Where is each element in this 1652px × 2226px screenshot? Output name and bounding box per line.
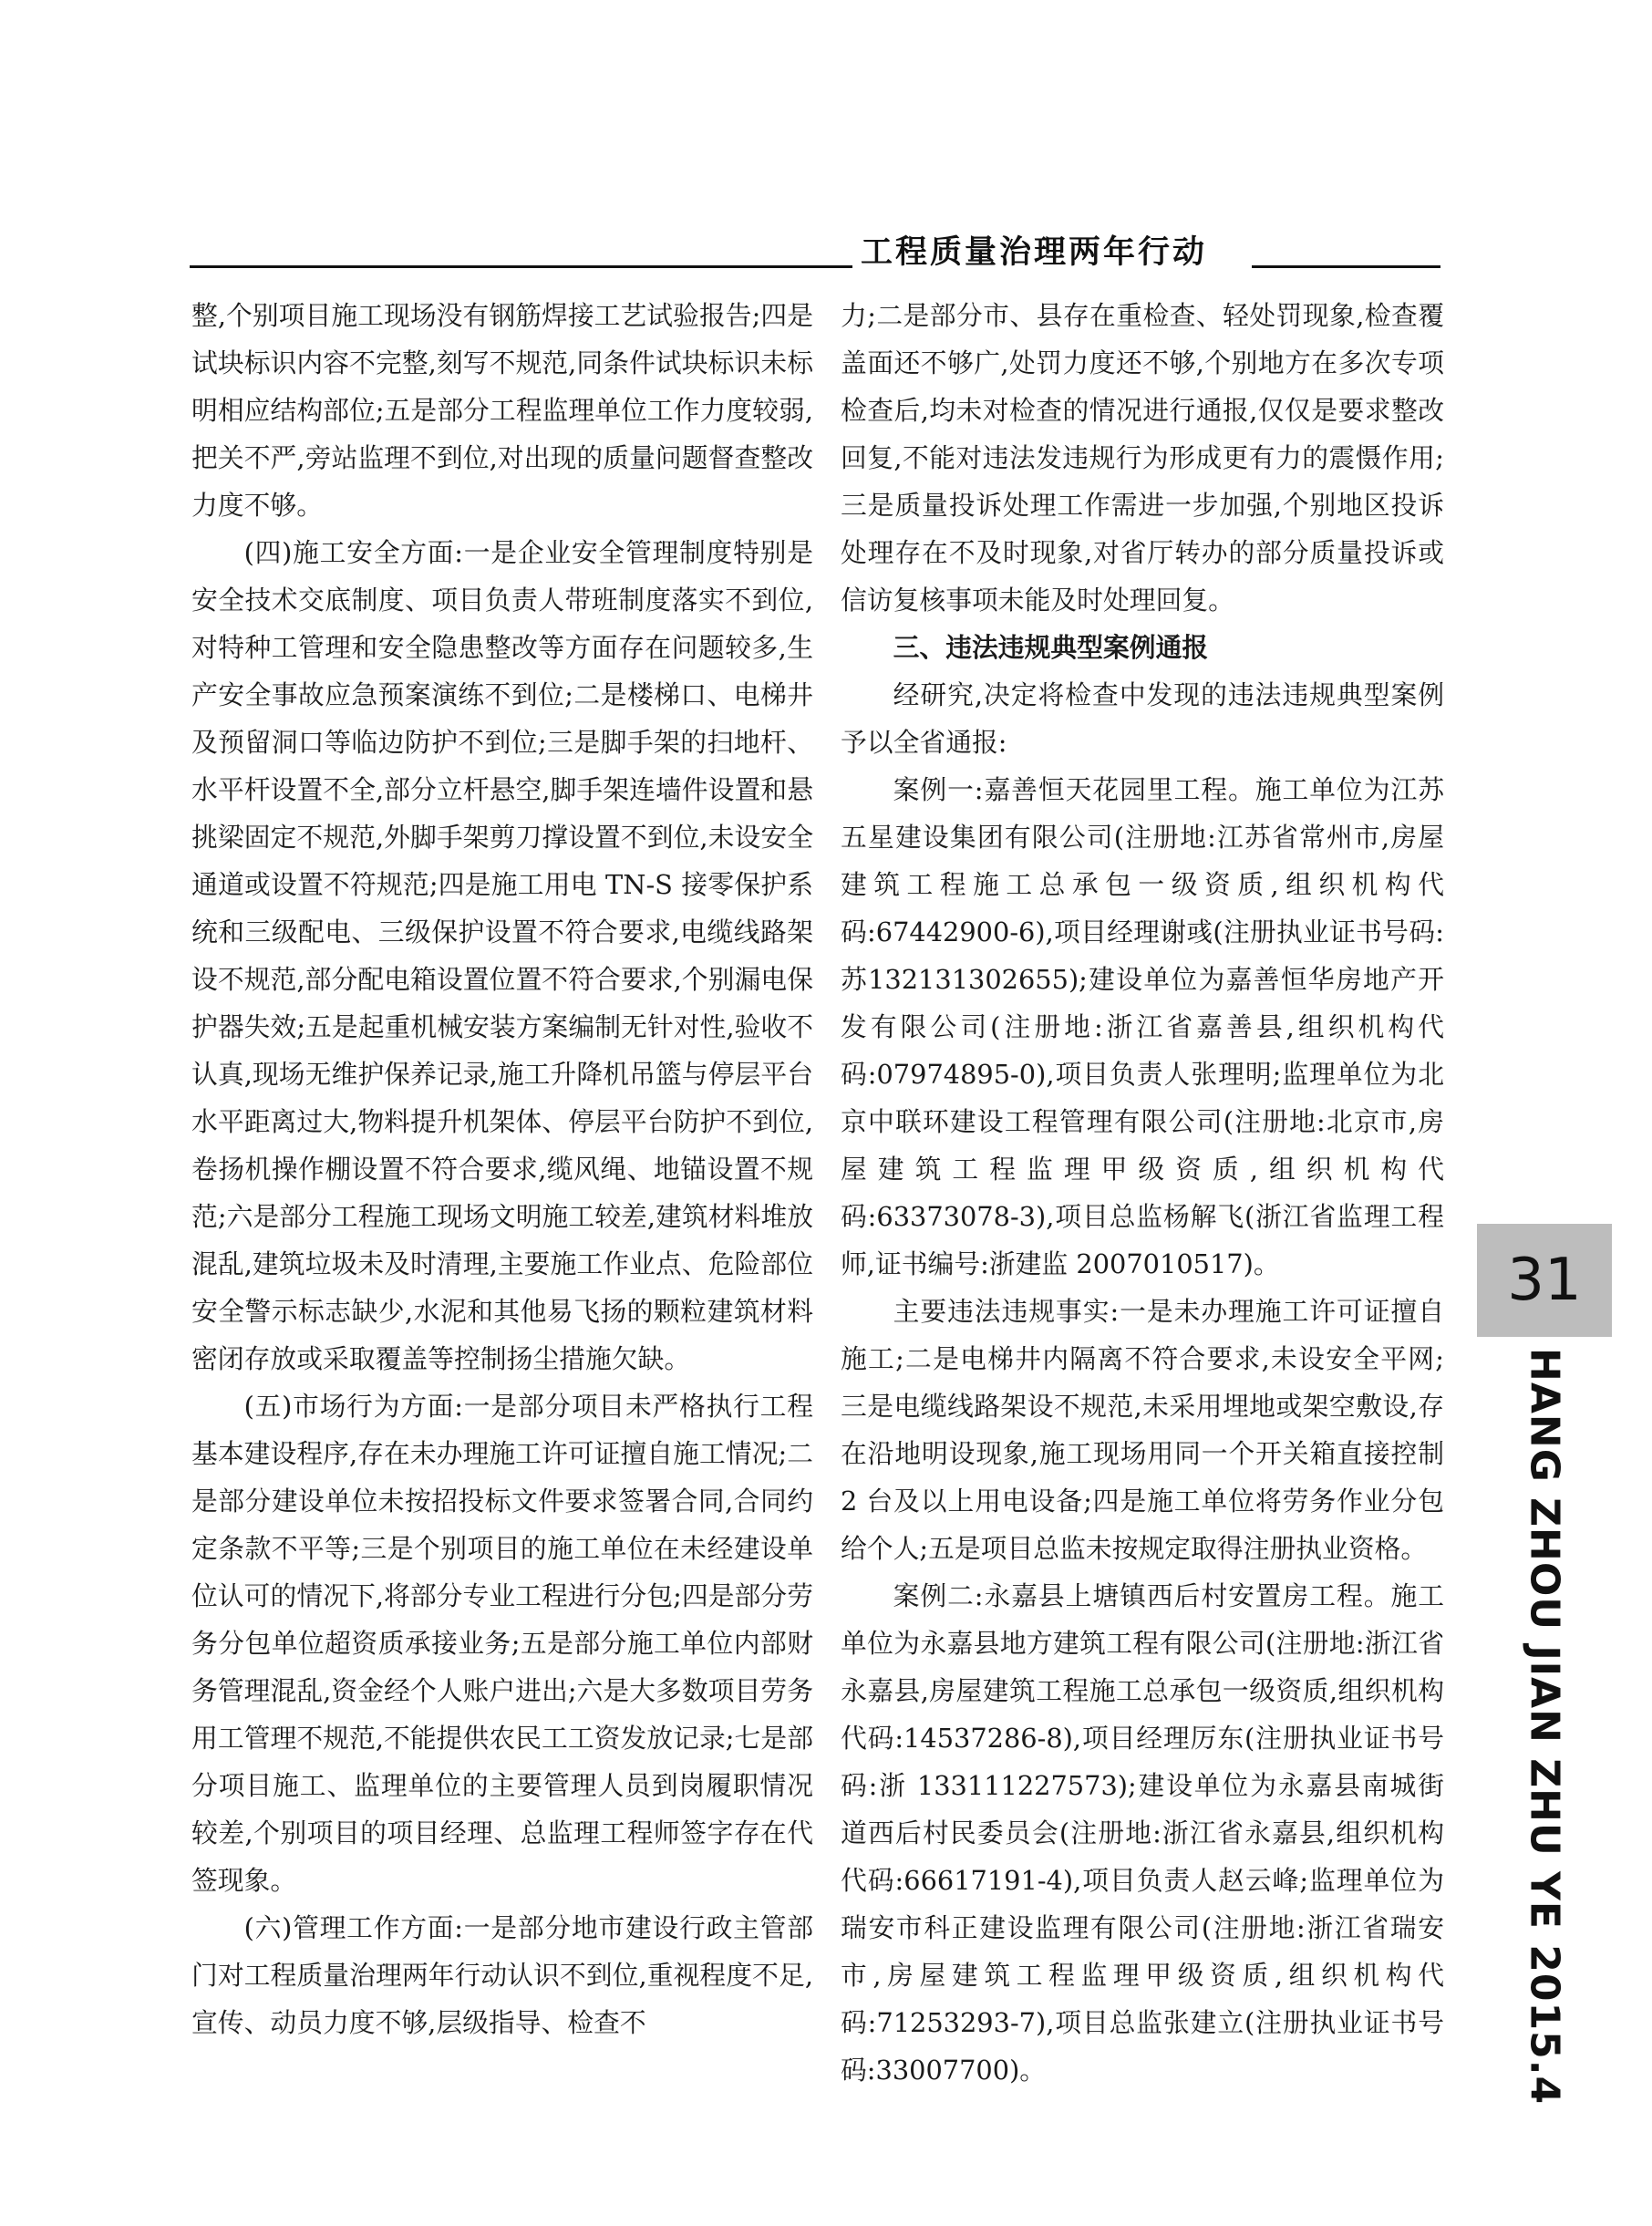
journal-side-label: HANG ZHOU JIAN ZHU YE 2015.4 [1521,1348,1568,2106]
header-rule-right [1252,265,1440,268]
header-rule-left [190,265,852,268]
section-heading-cases: 三、违法违规典型案例通报 [893,632,1209,663]
right-paragraph-1: 经研究,决定将检查中发现的违法违规典型案例予以全省通报: [841,679,1444,758]
page-number: 31 [1507,1247,1582,1314]
right-paragraph-4: 案例二:永嘉县上塘镇西后村安置房工程。施工单位为永嘉县地方建筑工程有限公司(注册地:浙江省永嘉县,房屋建筑工程施工总承包一级资质,组织机构代码:14537286-8),项目经理厉东(注册执业证书号码:浙 133111227573);建设单位为永嘉县南城街道西后村民委员会(注册地:浙江省永嘉县,组织机构代码:66617191-4),项目负责人赵云峰;监理单位为瑞安市科正建设监理有限公司(注册地:浙江省瑞安市,房屋建筑工程监理甲级资质,组织机构代码:71253293-7),项目总监张建立(注册执业证书号码:33007700)。 [841,1580,1444,2086]
right-text-column [841,292,1444,2094]
right-paragraph-continuation: 力;二是部分市、县存在重检查、轻处罚现象,检查覆盖面还不够广,处罚力度还不够,个别地方在多次专项检查后,均未对检查的情况进行通报,仅仅是要求整改回复,不能对违法发违规行为形成更有力的震慑作用;三是质量投诉处理工作需进一步加强,个别地区投诉处理存在不及时现象,对省厅转办的部分质量投诉或信访复核事项未能及时处理回复。 [841,300,1444,616]
page-number-tab [1477,1224,1612,1337]
left-paragraph-2: (四)施工安全方面:一是企业安全管理制度特别是安全技术交底制度、项目负责人带班制度落实不到位,对特种工管理和安全隐患整改等方面存在问题较多,生产安全事故应急预案演练不到位;二是楼梯口、电梯井及预留洞口等临边防护不到位;三是脚手架的扫地杆、水平杆设置不全,部分立杆悬空,脚手架连墙件设置和悬挑梁固定不规范,外脚手架剪刀撑设置不到位,未设安全通道或设置不符规范;四是施工用电 TN-S 接零保护系统和三级配电、三级保护设置不符合要求,电缆线路架设不规范,部分配电箱设置位置不符合要求,个别漏电保护器失效;五是起重机械安装方案编制无针对性,验收不认真,现场无维护保养记录,施工升降机吊篮与停层平台水平距离过大,物料提升机架体、停层平台防护不到位,卷扬机操作棚设置不符合要求,缆风绳、地锚设置不规范;六是部分工程施工现场文明施工较差,建筑材料堆放混乱,建筑垃圾未及时清理,主要施工作业点、危险部位安全警示标志缺少,水泥和其他易飞扬的颗粒建筑材料密闭存放或采取覆盖等控制扬尘措施欠缺。 [191,537,813,1374]
right-paragraph-3: 主要违法违规事实:一是未办理施工许可证擅自施工;二是电梯井内隔离不符合要求,未设安全平网;三是电缆线路架设不规范,未采用埋地或架空敷设,存在沿地明设现象,施工现场用同一个开关箱直接控制 2 台及以上用电设备;四是施工单位将劳务作业分包给个人;五是项目总监未按规定取得注册执业资格。 [841,1296,1444,1564]
left-paragraph-1: 整,个别项目施工现场没有钢筋焊接工艺试验报告;四是试块标识内容不完整,刻写不规范,同条件试块标识未标明相应结构部位;五是部分工程监理单位工作力度较弱,把关不严,旁站监理不到位,对出现的质量问题督查整改力度不够。 [191,300,813,521]
left-paragraph-3: (五)市场行为方面:一是部分项目未严格执行工程基本建设程序,存在未办理施工许可证擅自施工情况;二是部分建设单位未按招投标文件要求签署合同,合同约定条款不平等;三是个别项目的施工单位在未经建设单位认可的情况下,将部分专业工程进行分包;四是部分劳务分包单位超资质承接业务;五是部分施工单位内部财务管理混乱,资金经个人账户进出;六是大多数项目劳务用工管理不规范,不能提供农民工工资发放记录;七是部分项目施工、监理单位的主要管理人员到岗履职情况较差,个别项目的项目经理、总监理工程师签字存在代签现象。 [191,1391,813,1896]
section-header-title: 工程质量治理两年行动 [861,234,1208,271]
left-paragraph-4: (六)管理工作方面:一是部分地市建设行政主管部门对工程质量治理两年行动认识不到位,重视程度不足,宣传、动员力度不够,层级指导、检查不 [191,1912,813,2038]
left-text-column [191,292,813,2046]
right-paragraph-2: 案例一:嘉善恒天花园里工程。施工单位为江苏五星建设集团有限公司(注册地:江苏省常州市,房屋建筑工程施工总承包一级资质,组织机构代码:67442900-6),项目经理谢彧(注册执业证书号码:苏132131302655);建设单位为嘉善恒华房地产开发有限公司(注册地:浙江省嘉善县,组织机构代码:07974895-0),项目负责人张理明;监理单位为北京中联环建设工程管理有限公司(注册地:北京市,房屋建筑工程监理甲级资质,组织机构代码:63373078-3),项目总监杨解飞(浙江省监理工程师,证书编号:浙建监 2007010517)。 [841,774,1444,1279]
